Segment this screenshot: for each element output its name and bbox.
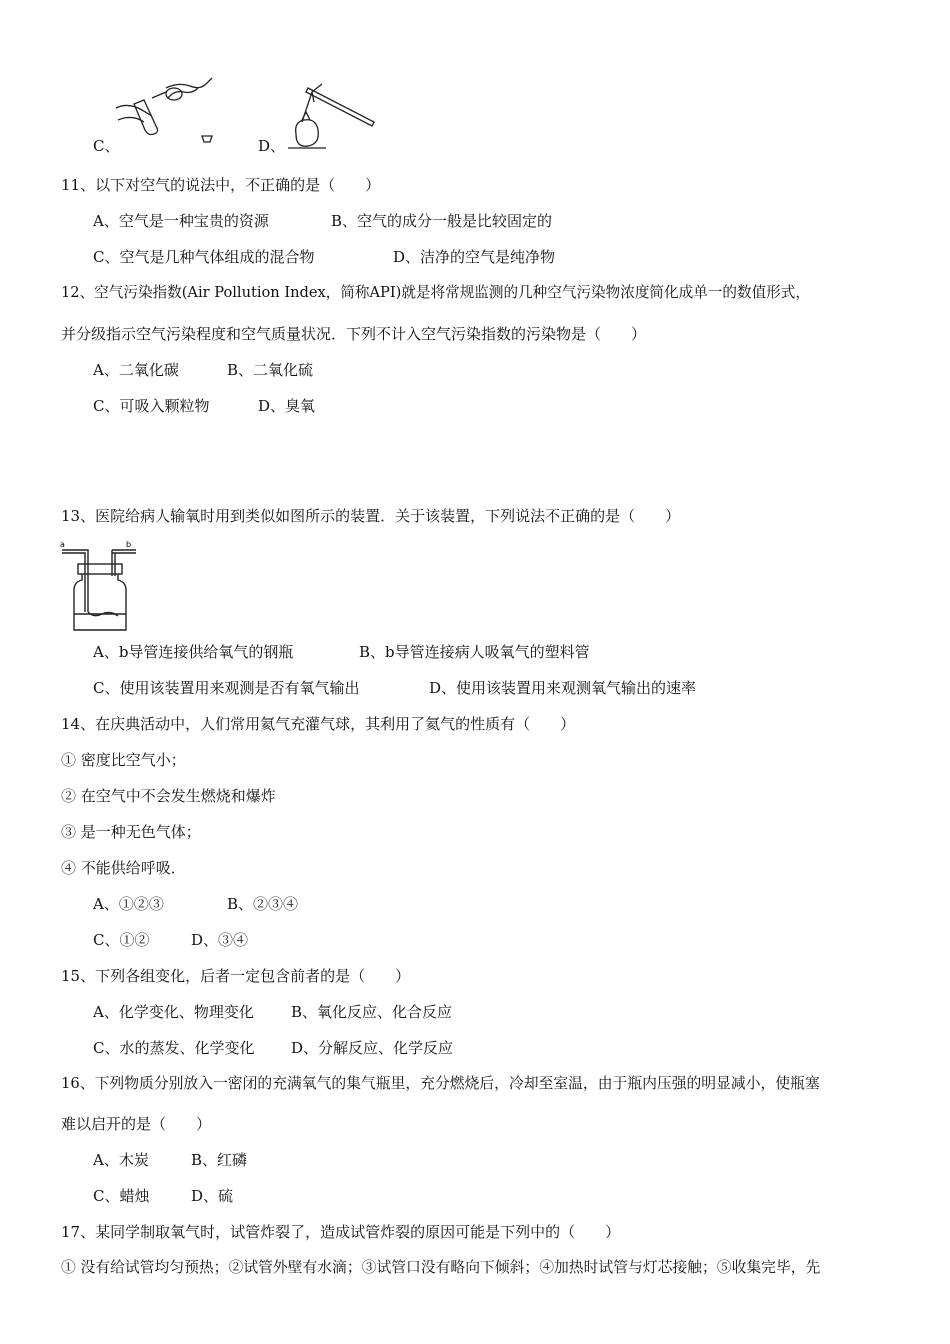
gas-washing-bottle-figure bbox=[58, 540, 143, 635]
q14-item-3: ③ 是一种无色气体； bbox=[61, 823, 201, 841]
q11-option-c: C、空气是几种气体组成的混合物 bbox=[93, 248, 315, 266]
alcohol-lamp-heating-figure bbox=[282, 72, 382, 157]
q12-option-d: D、臭氧 bbox=[258, 397, 316, 415]
q13-option-a: A、b导管连接供给氧气的钢瓶 bbox=[93, 643, 294, 661]
q17-stem: 17、某同学制取氧气时，试管炸裂了，造成试管炸裂的原因可能是下列中的（ ） bbox=[61, 1223, 621, 1241]
q14-item-2: ② 在空气中不会发生燃烧和爆炸 bbox=[61, 787, 276, 805]
test-tube-pouring-figure bbox=[108, 68, 218, 153]
q14-stem: 14、在庆典活动中，人们常用氦气充灌气球，其利用了氦气的性质有（ ） bbox=[61, 715, 576, 733]
q12-option-b: B、二氧化硫 bbox=[227, 361, 314, 379]
q11-option-d: D、洁净的空气是纯净物 bbox=[393, 248, 556, 266]
q15-option-b: B、氧化反应、化合反应 bbox=[291, 1003, 453, 1021]
q12-option-c: C、可吸入颗粒物 bbox=[93, 397, 210, 415]
q16-option-c: C、蜡烛 bbox=[93, 1187, 150, 1205]
q14-option-b: B、②③④ bbox=[227, 895, 299, 913]
q14-option-d: D、③④ bbox=[191, 931, 249, 949]
q15-option-a: A、化学变化、物理变化 bbox=[93, 1003, 254, 1021]
q15-option-d: D、分解反应、化学反应 bbox=[291, 1039, 454, 1057]
tube-label-b: b bbox=[126, 540, 132, 549]
q14-option-a: A、①②③ bbox=[93, 895, 164, 913]
q16-option-d: D、硫 bbox=[191, 1187, 234, 1205]
q11-option-a: A、空气是一种宝贵的资源 bbox=[93, 212, 269, 230]
q15-option-c: C、水的蒸发、化学变化 bbox=[93, 1039, 255, 1057]
q13-option-d: D、使用该装置用来观测氧气输出的速率 bbox=[429, 679, 697, 697]
q11-option-b: B、空气的成分一般是比较固定的 bbox=[331, 212, 553, 230]
q13-option-b: B、b导管连接病人吸氧气的塑料管 bbox=[359, 643, 590, 661]
q13-stem: 13、医院给病人输氧时用到类似如图所示的装置．关于该装置，下列说法不正确的是（ ） bbox=[61, 507, 681, 525]
q16-stem-line2: 难以启开的是（ ） bbox=[61, 1115, 212, 1133]
q14-option-c: C、①② bbox=[93, 931, 150, 949]
q11-stem: 11、以下对空气的说法中，不正确的是（ ） bbox=[61, 176, 381, 194]
q10-option-c: C、 bbox=[93, 137, 120, 155]
q16-option-a: A、木炭 bbox=[93, 1151, 149, 1169]
q12-option-a: A、二氧化碳 bbox=[93, 361, 179, 379]
q14-item-1: ① 密度比空气小； bbox=[61, 751, 186, 769]
q12-stem-line2: 并分级指示空气污染程度和空气质量状况．下列不计入空气污染指数的污染物是（ ） bbox=[61, 325, 647, 343]
q16-stem-line1: 16、下列物质分别放入一密闭的充满氧气的集气瓶里，充分燃烧后，冷却至室温，由于瓶内压强的明显减小，使瓶塞 bbox=[61, 1075, 820, 1092]
q13-option-c: C、使用该装置用来观测是否有氧气输出 bbox=[93, 679, 360, 697]
q17-reasons-line: ① 没有给试管均匀预热；②试管外壁有水滴；③试管口没有略向下倾斜；④加热时试管与灯芯接触；⑤收集完毕，先 bbox=[61, 1259, 821, 1276]
q10-option-d: D、 bbox=[258, 137, 286, 155]
q12-stem-line1: 12、空气污染指数(Air Pollution Index，简称API)就是将常规监测的几种空气污染物浓度简化成单一的数值形式， bbox=[61, 284, 810, 301]
q15-stem: 15、下列各组变化，后者一定包含前者的是（ ） bbox=[61, 967, 411, 985]
tube-label-a: a bbox=[60, 540, 65, 549]
q16-option-b: B、红磷 bbox=[191, 1151, 248, 1169]
q14-item-4: ④ 不能供给呼吸． bbox=[61, 859, 186, 877]
